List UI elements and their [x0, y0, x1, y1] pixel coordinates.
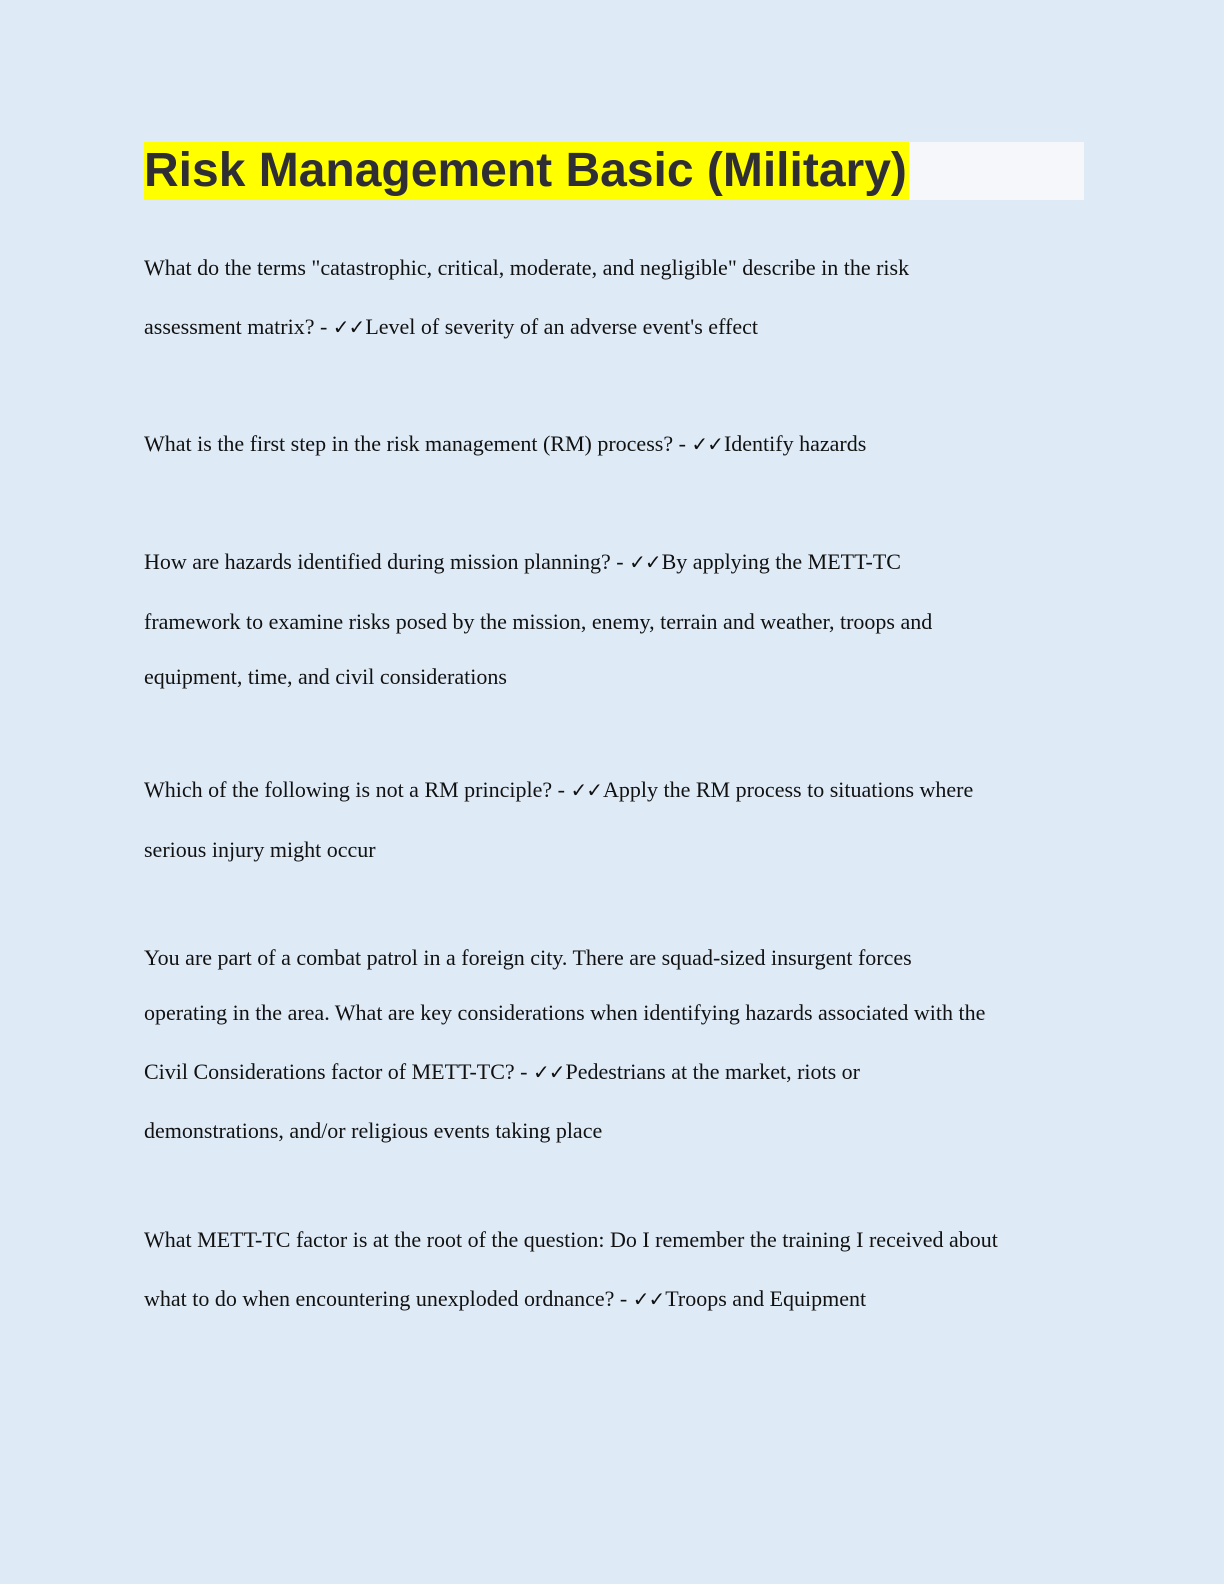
- answer-line: equipment, time, and civil considerations: [144, 664, 507, 689]
- qa-item-3: [144, 550, 1094, 689]
- double-check-icon: ✓✓: [691, 432, 723, 456]
- question-text: How are hazards identified during mission planning? -: [144, 549, 630, 574]
- qa-item-2: [144, 432, 1094, 456]
- double-check-icon: ✓✓: [570, 778, 602, 802]
- answer-line: demonstrations, and/or religious events taking place: [144, 1118, 603, 1143]
- question-line: operating in the area. What are key considerations when identifying hazards associated with the: [144, 1000, 986, 1025]
- question-line: What METT-TC factor is at the root of the question: Do I remember the training I received about: [144, 1227, 998, 1252]
- qa-item-6: [144, 1228, 1094, 1311]
- question-answer-line: [144, 1287, 1094, 1311]
- answer-text: Identify hazards: [723, 431, 867, 456]
- answer-text: Apply the RM process to situations where: [602, 777, 974, 802]
- double-check-icon: ✓✓: [533, 1060, 565, 1084]
- question-answer-line: [144, 315, 1094, 339]
- question-answer-line: [144, 1060, 1094, 1084]
- answer-text: Pedestrians at the market, riots or: [565, 1059, 861, 1084]
- double-check-icon: ✓✓: [629, 550, 661, 574]
- question-answer-line: [144, 550, 1094, 574]
- answer-text: Troops and Equipment: [665, 1286, 867, 1311]
- double-check-icon: ✓✓: [632, 1287, 665, 1311]
- question-text: Which of the following is not a RM principle? -: [144, 777, 571, 802]
- qa-item-4: [144, 778, 1094, 862]
- question-text: what to do when encountering unexploded ordnance? -: [144, 1286, 633, 1311]
- question-answer-line: [144, 432, 1094, 456]
- double-check-icon: ✓✓: [332, 315, 365, 339]
- question-line: You are part of a combat patrol in a foreign city. There are squad-sized insurgent forces: [144, 945, 912, 970]
- question-text: assessment matrix? -: [144, 314, 333, 339]
- page-title: Risk Management Basic (Military): [144, 142, 909, 200]
- question-text: Civil Considerations factor of METT-TC? -: [144, 1059, 534, 1084]
- qa-item-5: [144, 946, 1094, 1143]
- answer-line: framework to examine risks posed by the mission, enemy, terrain and weather, troops and: [144, 609, 933, 634]
- question-answer-line: [144, 778, 1094, 802]
- answer-line: serious injury might occur: [144, 837, 376, 862]
- question-text: What is the first step in the risk management (RM) process? -: [144, 431, 692, 456]
- answer-text: By applying the METT-TC: [661, 549, 901, 574]
- answer-text: Level of severity of an adverse event's effect: [365, 314, 758, 339]
- question-line: What do the terms "catastrophic, critical, moderate, and negligible" describe in the risk: [144, 255, 910, 280]
- qa-item-1: [144, 256, 1094, 339]
